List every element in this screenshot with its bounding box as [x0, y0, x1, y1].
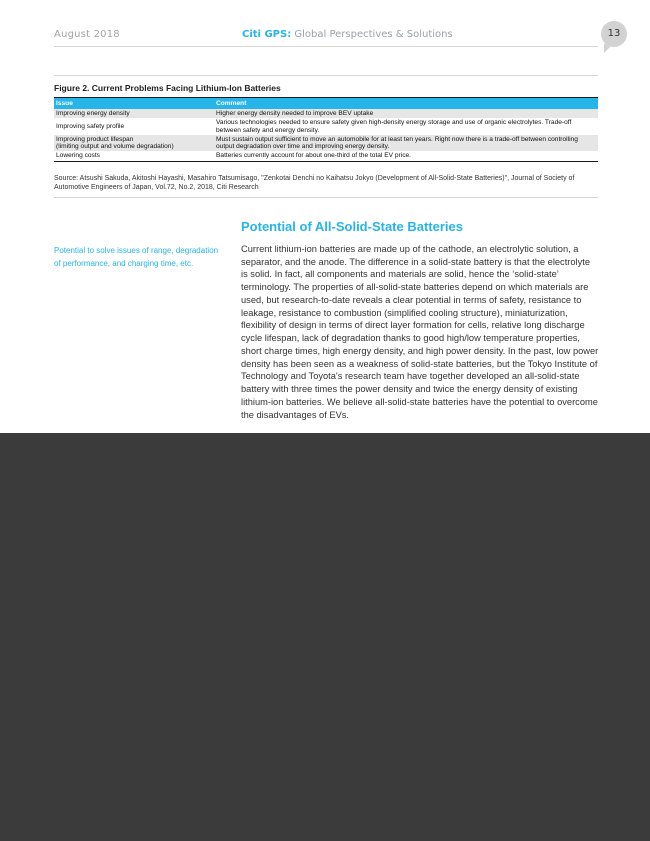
- table-cell-comment: Various technologies needed to ensure safety given high-density energy storage and use of organic electrolytes. Trade-off between safety and energy density.: [214, 118, 598, 135]
- table-row: [54, 135, 598, 152]
- section-heading: Potential of All-Solid-State Batteries: [241, 219, 463, 234]
- header-series-title: [242, 29, 453, 40]
- table-cell-comment: Higher energy density needed to improve BEV uptake: [214, 109, 598, 118]
- dark-overlay-panel: [0, 433, 650, 841]
- table-row: [54, 109, 598, 118]
- table-cell-issue: Lowering costs: [54, 151, 214, 161]
- figure-table: [54, 97, 598, 162]
- header-brand: Citi GPS:: [242, 29, 292, 40]
- table-cell-comment: Must sustain output sufficient to move an automobile for at least ten years. Right now there is a trade-off between controlling output degradation over time and improving energy density.: [214, 135, 598, 152]
- body-paragraph: Current lithium-ion batteries are made up of the cathode, an electrolytic solution, a separator, and the anode. The difference in a solid-state battery is that the electrolyte is solid. In fact, all components and materials are solid, hence the ‘solid-state’ terminology. The properties of all-solid-state batteries depend on which materials are used, but research-to-date reveals a clear potential in terms of safety, resistance to leakage, resistance to combustion (simplified cooling structure), miniaturization, flexibility of design in terms of direct layer formation for cells, relative long discharge cycle lifespan, lack of degradation thanks to good high/low temperature properties, short charge times, high energy density, and high power density. In the past, low power density has been seen as a weakness of solid-state batteries, but the Tokyo Institute of Technology and Toyota's research team have together developed an all-solid-state battery with three times the power density and twice the energy density of existing lithium-ion batteries. We believe all-solid-state batteries have the potential to overcome the disadvantages of EVs.: [241, 244, 599, 420]
- figure-top-divider: [54, 75, 598, 76]
- figure-title: Figure 2. Current Problems Facing Lithium-Ion Batteries: [54, 83, 281, 93]
- figure-source: Source: Atsushi Sakuda, Akitoshi Hayashi, Masahiro Tatsumisago, "Zenkotai Denchi no Kaihatsu Jokyo (Development of All-Solid-State Batteries)", Journal of Society of Automotive Engineers of Japan, Vol.72, No.2, 2018, Citi Research: [54, 175, 575, 192]
- header-divider: [54, 46, 598, 47]
- figure-bottom-divider: [54, 197, 598, 198]
- table-cell-comment: Batteries currently account for about one-third of the total EV price.: [214, 151, 598, 161]
- page-number-badge-tail: [604, 44, 613, 53]
- table-cell-issue: Improving energy density: [54, 109, 214, 118]
- table-row: [54, 118, 598, 135]
- table-header-row: [54, 98, 598, 110]
- table-header-comment: Comment: [214, 98, 598, 110]
- table-cell-issue: Improving product lifespan (limiting output and volume degradation): [54, 135, 214, 152]
- table-cell-issue: Improving safety profile: [54, 118, 214, 135]
- page-number-badge: 13: [601, 21, 627, 47]
- header-date: August 2018: [54, 29, 120, 40]
- table-row: [54, 151, 598, 161]
- table-header-issue: Issue: [54, 98, 214, 110]
- page-header: [0, 0, 650, 60]
- header-series-name: Global Perspectives & Solutions: [294, 29, 453, 40]
- sidenote: Potential to solve issues of range, degradation of performance, and charging time, etc.: [54, 246, 219, 268]
